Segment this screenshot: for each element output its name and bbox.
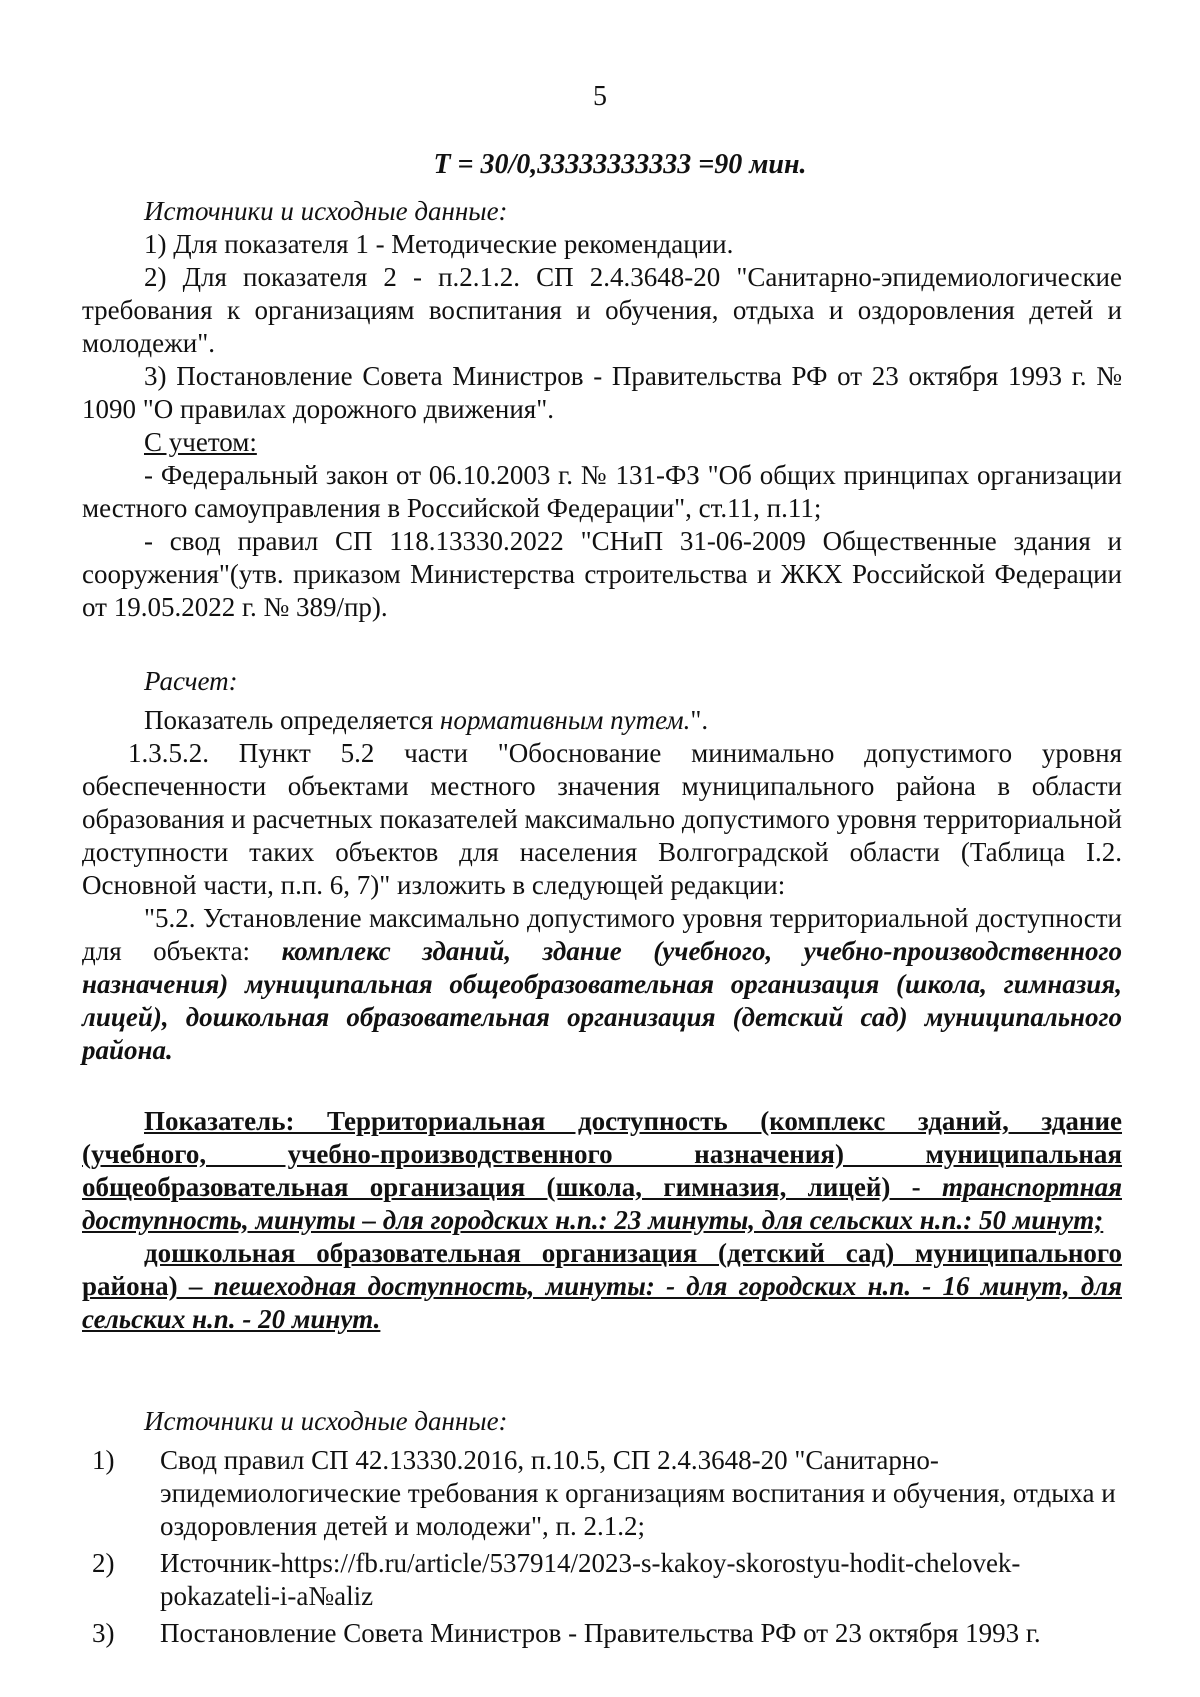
- source-item-1: 1) Для показателя 1 - Методические рекомендации.: [144, 229, 734, 259]
- sources-heading-2: Источники и исходные данные:: [144, 1406, 508, 1436]
- page-number: 5: [593, 81, 607, 112]
- list-item-number: 2): [92, 1548, 115, 1578]
- calc-text-before: Показатель определяется: [144, 705, 440, 735]
- list-item-text: Постановление Совета Министров - Правительства РФ от 23 октября 1993 г.: [160, 1618, 1041, 1648]
- indicator-kindergarten: [82, 1237, 1122, 1336]
- clause-5-2: [82, 902, 1122, 1067]
- sources-list: [82, 1444, 1122, 1650]
- indicator-school-emph: транспортная доступность, минуты – для городских н.п.: 23 минуты, для сельских н.п.: 50 минут;: [82, 1172, 1122, 1235]
- indicator-school-text: Показатель: Территориальная доступность (комплекс зданий, здание (учебного, учебно-производственного назначения) муниципальная общеобразовательная организация (школа, гимназия, лицей) -: [82, 1106, 1122, 1202]
- list-item: [82, 1547, 1122, 1613]
- sources-section-1: [82, 195, 1122, 624]
- clause-text: 1.3.5.2. Пункт 5.2 части "Обоснование минимально допустимого уровня обеспеченности объектами местного значения муниципального района в области образования и расчетных показателей максимально допустимого уровня территориальной доступности таких объектов для населения Волгоградской области (Таблица I.2. Основной части, п.п. 6, 7)" изложить в следующей редакции:: [82, 738, 1122, 900]
- calc-text-emph: нормативным путем.: [439, 705, 691, 735]
- calc-section: [82, 665, 1122, 1067]
- indicator-section: [82, 1105, 1122, 1336]
- formula: T = 30/0,33333333333 =90 мин.: [433, 149, 807, 180]
- list-item-number: 3): [92, 1618, 115, 1648]
- law-item-2: - свод правил СП 118.13330.2022 "СНиП 31-06-2009 Общественные здания и сооружения"(утв. приказом Министерства строительства и ЖКХ Российской Федерации от 19.05.2022 г. № 389/пр).: [82, 526, 1122, 622]
- calc-text-after: ".: [690, 705, 709, 735]
- list-item: [82, 1444, 1122, 1543]
- indicator-school: [82, 1105, 1122, 1237]
- sources-section-2: [82, 1405, 1122, 1650]
- list-item-number: 1): [92, 1445, 115, 1475]
- list-item-text: Свод правил СП 42.13330.2016, п.10.5, СП 2.4.3648-20 "Санитарно-эпидемиологические требования к организациям воспитания и обучения, отдыха и оздоровления детей и молодежи", п. 2.1.2;: [160, 1445, 1116, 1541]
- source-item-3: 3) Постановление Совета Министров - Правительства РФ от 23 октября 1993 г. № 1090 "О правилах дорожного движения".: [82, 361, 1122, 424]
- clause-5-2-bold: комплекс зданий, здание (учебного, учебно-производственного назначения) муниципальная общеобразовательная организация (школа, гимназия, лицей), дошкольная образовательная организация (детский сад) муниципального района.: [82, 936, 1122, 1065]
- list-item-text: Источник-https://fb.ru/article/537914/2023-s-kakoy-skorostyu-hodit-chelovek-pokazateli-i-a№aliz: [160, 1548, 1021, 1611]
- indicator-kindergarten-text: дошкольная образовательная организация (детский сад) муниципального района) –: [82, 1238, 1122, 1301]
- calc-heading: Расчет:: [144, 666, 238, 696]
- indicator-kindergarten-emph: пешеходная доступность, минуты: - для городских н.п. - 16 минут, для сельских н.п. - 20 минут.: [82, 1271, 1122, 1334]
- considering-label: С учетом:: [144, 427, 257, 457]
- law-item-1: - Федеральный закон от 06.10.2003 г. № 131-ФЗ "Об общих принципах организации местного самоуправления в Российской Федерации", ст.11, п.11;: [82, 460, 1122, 523]
- calc-text: [82, 704, 1122, 737]
- clause-5-2-plain: "5.2. Установление максимально допустимого уровня территориальной доступности для объекта:: [82, 903, 1122, 966]
- source-item-2: 2) Для показателя 2 - п.2.1.2. СП 2.4.3648-20 "Санитарно-эпидемиологические требования к организациям воспитания и обучения, отдыха и оздоровления детей и молодежи".: [82, 262, 1122, 358]
- sources-heading: Источники и исходные данные:: [144, 196, 508, 226]
- list-item: [82, 1617, 1122, 1650]
